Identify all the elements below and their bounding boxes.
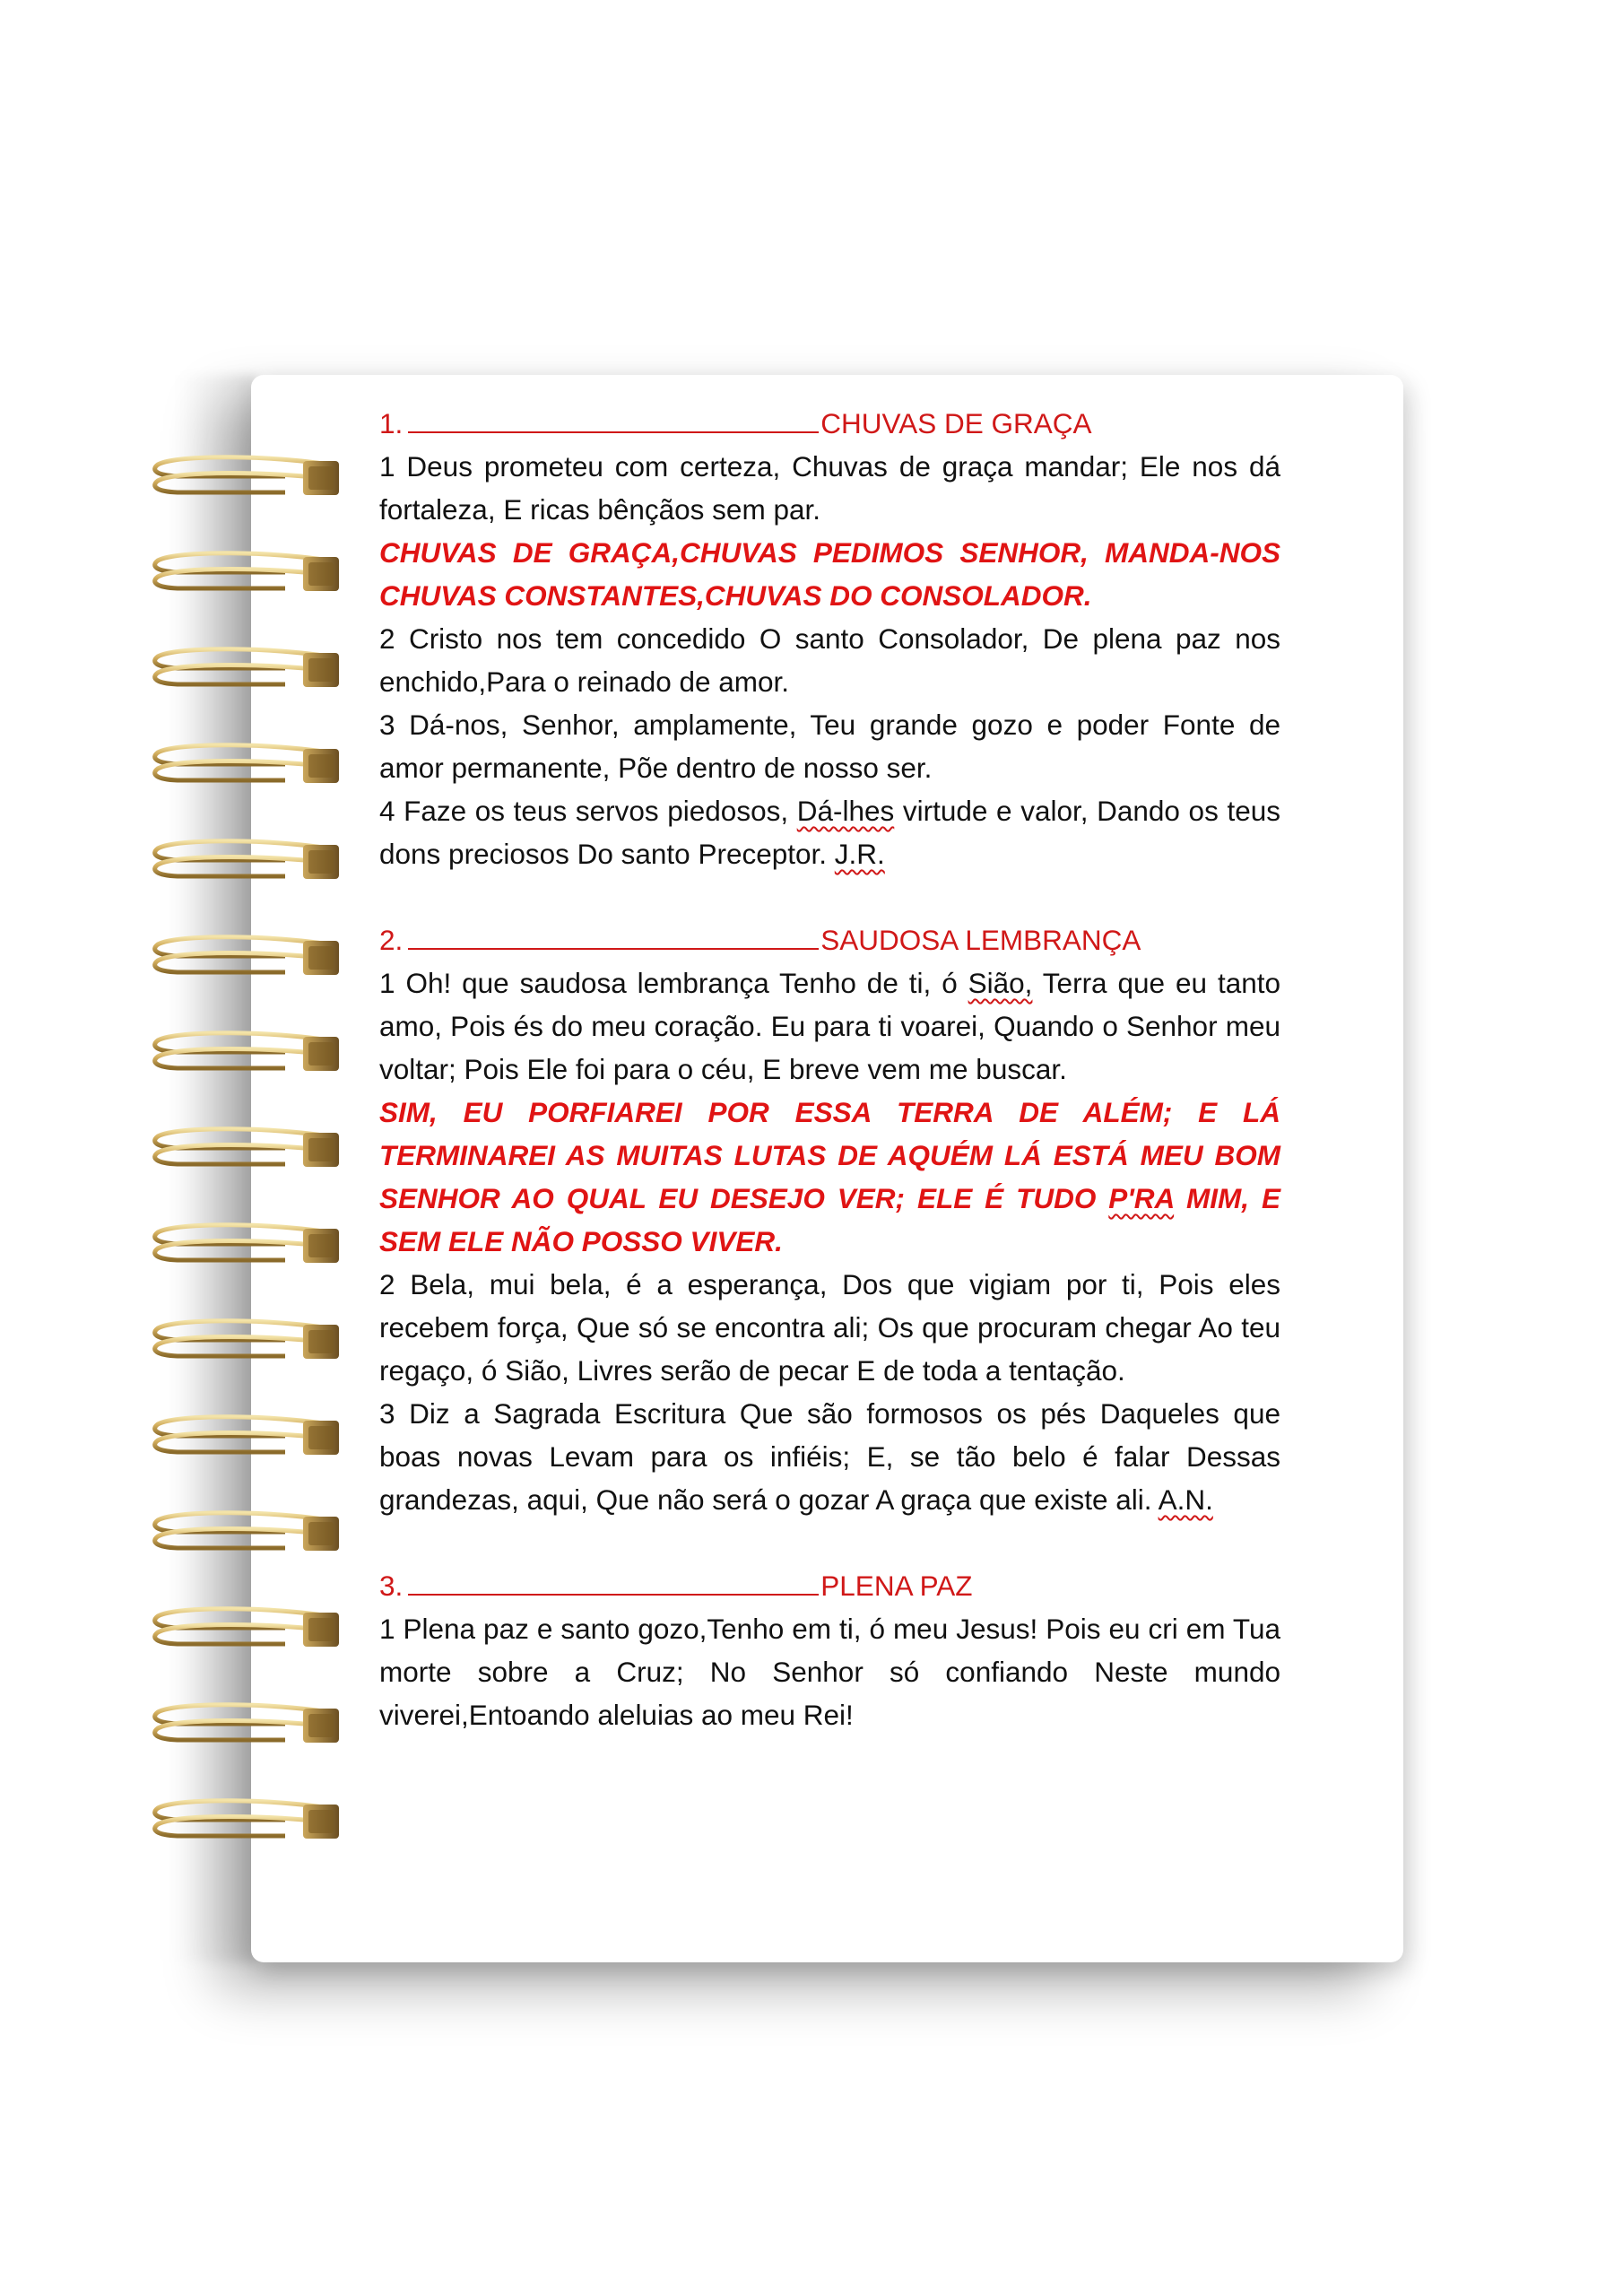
song-number: 2. [379,924,404,956]
song-heading [379,402,1280,445]
spiral-ring [151,1216,348,1270]
verse-text: Dá-lhes [796,795,895,827]
song-title: PLENA PAZ [820,1570,973,1602]
spiral-ring [151,640,348,694]
verse: 3 Dá-nos, Senhor, amplamente, Teu grande gozo e poder Fonte de amor permanente, Põe dentro de nosso ser. [379,709,1280,784]
chorus [379,1091,1280,1263]
spacer [379,875,1280,918]
author-initials: A.N. [1158,1483,1213,1516]
chorus-text: P'RA [1108,1182,1175,1214]
verse-text: Sião, [968,967,1033,999]
verse-text: 1 Oh! que saudosa lembrança Tenho de ti, ó [379,967,968,999]
verse [379,789,1280,875]
song-title: SAUDOSA LEMBRANÇA [820,924,1141,956]
blank-line [408,404,819,433]
verse-text: virtude e valor, Dando os teus dons preciosos Do santo Preceptor. [379,795,1280,870]
verse-text: 3 Diz a Sagrada Escritura Que são formosos os pés Daqueles que boas novas Levam para os infiéis; E, se tão belo é falar Dessas grandezas, aqui, Que não será o gozar A graça que existe ali. [379,1397,1280,1516]
song-number: 3. [379,1570,404,1602]
verse [379,961,1280,1091]
spiral-ring [151,1312,348,1366]
spiral-ring [151,1024,348,1078]
song-number: 1. [379,407,404,439]
hymn-text [379,402,1280,1736]
spiral-ring [151,1792,348,1846]
blank-line [408,1567,819,1596]
song-heading [379,918,1280,961]
spiral-ring [151,1504,348,1558]
chorus-text: MIM, E SEM ELE NÃO POSSO VIVER. [379,1182,1280,1257]
verse: 1 Deus prometeu com certeza, Chuvas de graça mandar; Ele nos dá fortaleza, E ricas bênçãos sem par. [379,450,1280,526]
verse: 1 Plena paz e santo gozo,Tenho em ti, ó meu Jesus! Pois eu cri em Tua morte sobre a Cruz; No Senhor só confiando Neste mundo viverei,Entoando aleluias ao meu Rei! [379,1613,1280,1731]
verse [379,1392,1280,1521]
chorus-text: SIM, EU PORFIAREI POR ESSA TERRA DE ALÉM; E LÁ TERMINAREI AS MUITAS LUTAS DE AQUÉM LÁ ESTÁ MEU BOM SENHOR AO QUAL EU DESEJO VER; ELE É TUDO [379,1096,1280,1214]
verse-text: 4 Faze os teus servos piedosos, [379,795,797,827]
spiral-ring [151,448,348,502]
song-heading [379,1564,1280,1607]
verse-text: Terra que eu tanto amo, Pois és do meu coração. Eu para ti voarei, Quando o Senhor meu voltar; Pois Ele foi para o céu, E breve vem me buscar. [379,967,1280,1085]
spiral-ring [151,928,348,982]
spiral-ring [151,1600,348,1654]
chorus: CHUVAS DE GRAÇA,CHUVAS PEDIMOS SENHOR, MANDA-NOS CHUVAS CONSTANTES,CHUVAS DO CONSOLADOR. [379,536,1280,612]
spiral-ring [151,1696,348,1750]
spiral-ring [151,1120,348,1174]
verse: 2 Cristo nos tem concedido O santo Consolador, De plena paz nos enchido,Para o reinado de amor. [379,622,1280,698]
spiral-binding [151,448,348,1883]
song-title: CHUVAS DE GRAÇA [820,407,1092,439]
spacer [379,1521,1280,1564]
spiral-ring [151,736,348,790]
verse: 2 Bela, mui bela, é a esperança, Dos que vigiam por ti, Pois eles recebem força, Que só se encontra ali; Os que procuram chegar Ao teu regaço, ó Sião, Livres serão de pecar E de toda a tentação. [379,1268,1280,1387]
spiral-ring [151,544,348,598]
blank-line [408,921,819,950]
spiral-ring [151,1408,348,1462]
author-initials: J.R. [834,838,885,870]
spiral-ring [151,832,348,886]
